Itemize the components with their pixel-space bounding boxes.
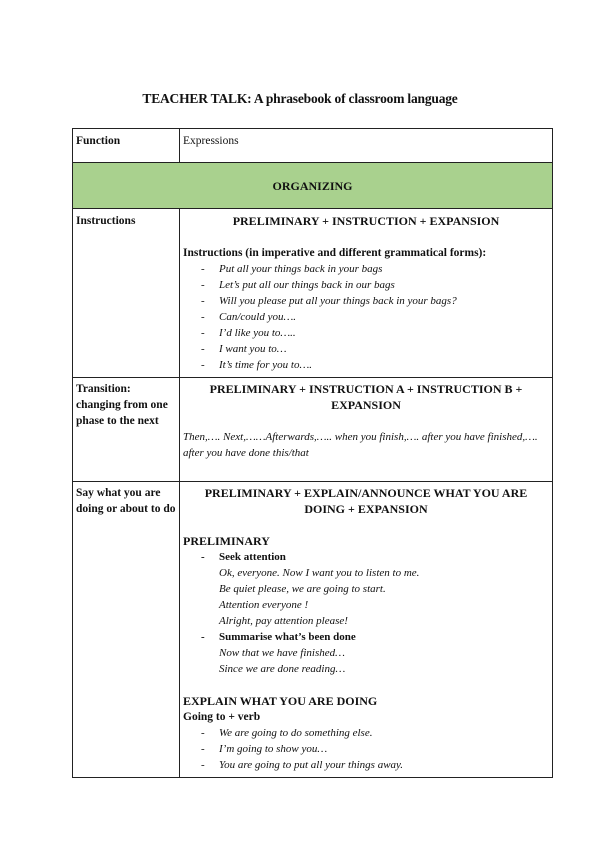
list-item: - Will you please put all your things back in your bags? (183, 293, 549, 309)
going-to-list (183, 725, 549, 773)
header-function-cell (73, 129, 180, 163)
seek-attention-label: - Seek attention (183, 549, 549, 565)
list-item: - Put all your things back in your bags (183, 261, 549, 277)
instructions-function-cell (73, 209, 180, 378)
transition-formula: PRELIMINARY + INSTRUCTION A + INSTRUCTION B + EXPANSION (209, 382, 523, 412)
seek-attention-line: Attention everyone ! (219, 599, 309, 611)
transition-function: Transition: changing from one phase to the next (76, 383, 168, 427)
seek-attention-line: Be quiet please, we are going to start. (219, 583, 386, 595)
header-function: Function (76, 135, 121, 147)
instructions-list-heading: Instructions (in imperative and different grammatical forms): (183, 247, 487, 259)
list-item: - It’s time for you to…. (183, 357, 549, 373)
going-to-label: Going to + verb (183, 711, 261, 723)
list-item: - I’d like you to….. (183, 325, 549, 341)
phrasebook-table (72, 128, 553, 778)
instructions-expressions-cell (180, 209, 553, 378)
explain-heading: EXPLAIN WHAT YOU ARE DOING (183, 694, 378, 708)
summarise-label: - Summarise what’s been done (183, 629, 549, 645)
list-item: - You are going to put all your things away. (183, 757, 549, 773)
header-expressions-cell (180, 129, 553, 163)
summarise-line: Now that we have finished… (219, 647, 345, 659)
list-item: - We are going to do something else. (183, 725, 549, 741)
list-item: - Let’s put all our things back in our bags (183, 277, 549, 293)
seek-attention-list (183, 549, 549, 565)
section-cell (73, 163, 553, 209)
say-what-formula: PRELIMINARY + EXPLAIN/ANNOUNCE WHAT YOU ARE DOING + EXPANSION (204, 486, 528, 516)
instructions-list (183, 261, 549, 373)
list-item: - I want you to… (183, 341, 549, 357)
document-title: TEACHER TALK: A phrasebook of classroom language (142, 91, 458, 106)
header-row (73, 129, 553, 163)
instructions-row (73, 209, 553, 378)
list-item: - Can/could you…. (183, 309, 549, 325)
instructions-function: Instructions (76, 215, 136, 227)
header-expressions: Expressions (183, 135, 239, 147)
transition-text: Then,…. Next,……Afterwards,….. when you finish,…. after you have finished,…. after you have done this/that (183, 431, 538, 459)
list-item: - I’m going to show you… (183, 741, 549, 757)
say-what-function-cell (73, 482, 180, 778)
summarise-line: Since we are done reading… (219, 663, 346, 675)
section-row (73, 163, 553, 209)
say-what-row (73, 482, 553, 778)
transition-row (73, 378, 553, 482)
say-what-function: Say what you are doing or about to do (76, 487, 176, 515)
say-what-expressions-cell (180, 482, 553, 778)
transition-expressions-cell (180, 378, 553, 482)
instructions-formula: PRELIMINARY + INSTRUCTION + EXPANSION (232, 214, 500, 228)
seek-attention-line: Ok, everyone. Now I want you to listen to me. (219, 567, 420, 579)
summarise-list (183, 629, 549, 645)
section-title: ORGANIZING (272, 178, 353, 193)
seek-attention-line: Alright, pay attention please! (219, 615, 348, 627)
transition-function-cell (73, 378, 180, 482)
preliminary-heading: PRELIMINARY (183, 534, 270, 548)
